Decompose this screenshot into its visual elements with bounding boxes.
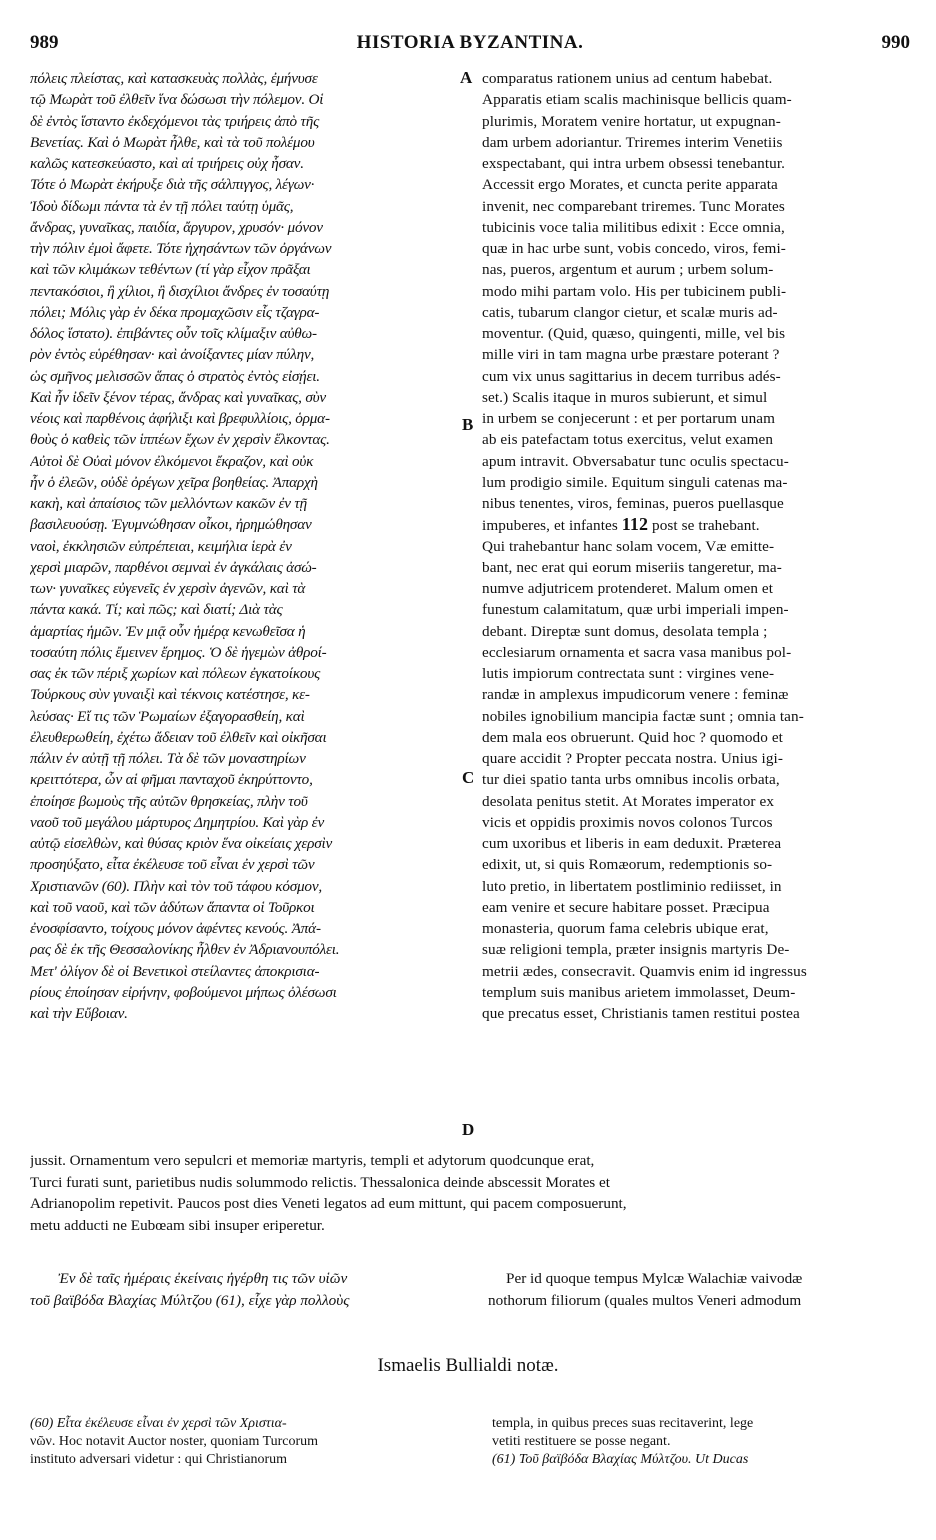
greek-line: Καὶ ἦν ἰδεῖν ξένον τέρας, ἄνδρας καὶ γυναῖκας, σὺν <box>30 388 326 406</box>
latin-line: debant. Direptæ sunt domus, desolata templa ; <box>482 622 768 640</box>
latin-line: set.) Scalis itaque in muros subierunt, et simul <box>482 388 768 406</box>
latin-line: nas, pueros, argentum et aurum ; urbem solum- <box>482 261 774 279</box>
greek-line: χερσὶ μιαρῶν, παρθένοι σεμναὶ ἐν ἀγκάλαις ἀσώ- <box>30 558 317 576</box>
latin-line: monasteria, quorum fama celebris ubique erat, <box>482 920 769 937</box>
latin-line: suæ religioni templa, præter insignis martyris De- <box>482 941 790 959</box>
latin-line: Qui trahebantur hanc solam vocem, Væ emitte- <box>482 537 775 555</box>
latin-line: modo mihi partam volo. His per tubicinem publi- <box>482 282 787 300</box>
greek-line: ρὸν ἐντὸς εὑρέθησαν· καὶ ἀνοίξαντες μίαν πύλην, <box>30 346 315 364</box>
latin-continuation <box>488 1268 908 1312</box>
greek-line: ἐποίησε βωμοὺς τῆς αὐτῶν θρησκείας, πλὴν τοῦ <box>30 792 308 810</box>
latin-line: nibus tenentes, viros, feminas, pueros puellasque <box>482 495 784 512</box>
latin-line: metrii ædes, consecravit. Quamvis enim id ingressus <box>482 962 807 980</box>
latin-line: invenit, nec comparebant triremes. Tunc Morates <box>482 197 785 215</box>
greek-line: Βενετίας. Καὶ ὁ Μωρὰτ ἦλθε, καὶ τὰ τοῦ πολέμου <box>30 133 315 151</box>
greek-line: πόλει; Μόλις γὰρ ἐν δέκα προμαχῶσιν εἷς τζαγρα- <box>30 303 320 321</box>
greek-line: ρας δὲ ἐκ τῆς Θεσσαλονίκης ἦλθεν ἐν Ἀδριανουπόλει. <box>30 941 340 959</box>
latin-line: plurimis, Moratem venire hortatur, ut expugnan- <box>482 112 781 130</box>
latin-line: edixit, ut, si quis Romæorum, redemptionis so- <box>482 856 773 874</box>
latin-line: lum prodigio simile. Equitum singuli catenas ma- <box>482 473 788 491</box>
greek-line: ἦν ὁ ἐλεῶν, οὐδὲ ὀρέγων χεῖρα βοηθείας. Ἀπαρχὴ <box>30 473 318 491</box>
greek-line: Τότε ὁ Μωρὰτ ἐκήρυξε διὰ τῆς σάλπιγγος, λέγων· <box>30 176 315 194</box>
latin-line: nobiles ignobilium mancipia factæ sunt ; omnia tan- <box>482 707 804 725</box>
footnote-left-column <box>30 1415 475 1469</box>
latin-line: Apparatis etiam scalis machinisque bellicis quam- <box>482 91 792 109</box>
greek-line: θοὺς ὁ καθεὶς τῶν ἱππέων ἔχων ἐν χερσὶν ἕλκοντας. <box>30 431 330 449</box>
greek-line: αὐτῷ εἰσελθὼν, καὶ θύσας κριὸν ἕνα οἰκείαις χερσὶν <box>30 835 333 852</box>
latin-line: luto pretio, in libertatem postliminio rediisset, in <box>482 877 782 895</box>
footnote-line: instituto adversari videtur : qui Christianorum <box>30 1452 288 1467</box>
inline-page-number: 112 <box>621 514 649 535</box>
latin-line: Accessit ergo Morates, et cuncta perite apparata <box>482 176 778 194</box>
latin-line: eam venire et secure habitare posset. Præcipua <box>482 898 770 916</box>
greek-line: ἁμαρτίας ἡμῶν. Ἐν μιᾷ οὖν ἡμέρᾳ κενωθεῖσα ἡ <box>30 622 306 640</box>
latin-line: randæ in amplexus impudicorum venere : feminæ <box>482 686 789 704</box>
greek-continuation <box>30 1268 460 1312</box>
latin-line: tur diei spatio tanta urbs omnibus incolis orbata, <box>482 771 780 789</box>
greek-line: πεντακόσιοι, ἢ χίλιοι, ἢ δισχίλιοι ἄνδρες ἐν τοσαύτῃ <box>30 282 330 300</box>
full-width-line: Adrianopolim repetivit. Paucos post dies Veneti legatos ad eum mittunt, qui pacem composuerunt, <box>30 1195 627 1212</box>
latin-line: in urbem se conjecerunt : et per portarum unam <box>482 410 776 427</box>
latin-line: desolata penitus stetit. At Morates imperator ex <box>482 792 775 810</box>
latin-line: cum vix unus sagittarius in decem turribus adés- <box>482 367 781 385</box>
greek-line: των· γυναῖκες εὐγενεῖς ἐν χερσὶν ἀγενῶν, καὶ τὰ <box>30 580 306 597</box>
latin-line: cum uxoribus et liberis in eam deduxit. Præterea <box>482 835 782 852</box>
footnote-line: νῶν. Hoc notavit Auctor noster, quoniam Turcorum <box>30 1434 319 1449</box>
latin-line-end: post se trahebant. <box>648 517 760 535</box>
greek-line: τοῦ βαϊβόδα Βλαχίας Μύλτζου (61), εἶχε γὰρ πολλοὺς <box>30 1292 350 1309</box>
greek-line: Χριστιανῶν (60). Πλὴν καὶ τὸν τοῦ τάφου κόσμον, <box>30 877 322 895</box>
full-width-line: jussit. Ornamentum vero sepulcri et memoriæ martyris, templi et adytorum quodcunque erat, <box>30 1152 595 1169</box>
footnote-line: templa, in quibus preces suas recitaverint, lege <box>492 1416 754 1431</box>
latin-line: exspectabant, qui intra urbem obsessi tenebantur. <box>482 155 786 172</box>
footnote-line: (61) Τοῦ βαϊβόδα Βλαχίας Μύλτζου. Ut Ducas <box>492 1452 749 1467</box>
page-number-left: 989 <box>30 32 59 53</box>
greek-line: Ἐν δὲ ταῖς ἡμέραις ἐκείναις ἠγέρθη τις τῶν υἱῶν <box>58 1270 348 1287</box>
latin-line: que precatus esset, Christianis tamen restitui postea <box>482 1005 800 1022</box>
latin-line-start: impuberes, et infantes <box>482 517 622 535</box>
greek-line: τοσαύτη πόλις ἔμεινεν ἔρημος. Ὁ δὲ ἡγεμὼν ἀθροί- <box>30 643 327 661</box>
full-width-line: metu adducti ne Eubœam sibi insuper eriperetur. <box>30 1216 325 1234</box>
greek-line: πόλεις πλείστας, καὶ κατασκευὰς πολλὰς, ἐμήνυσε <box>30 70 318 87</box>
greek-line: τῷ Μωρὰτ τοῦ ἐλθεῖν ἵνα δώσωσι τὴν πόλεμον. Οἱ <box>30 91 324 109</box>
greek-line: προσηύξατο, εἶτα ἐκέλευσε τοῦ εἶναι ἐν χερσὶ τῶν <box>30 856 315 874</box>
latin-line: dem mala eos obruerunt. Quid hoc ? quomodo et <box>482 728 784 746</box>
greek-line: Αὐτοὶ δὲ Οὐαὶ μόνον ἐλκόμενοι ἔκραζον, καὶ οὐκ <box>30 452 314 470</box>
latin-line: catis, tubarum clangor cietur, et scalæ muris ad- <box>482 303 778 321</box>
greek-line: πάντα κακά. Τί; καὶ πῶς; καὶ διατί; Διὰ τὰς <box>30 601 283 619</box>
latin-line: bant, nec erat qui eorum miseriis tangeretur, ma- <box>482 558 782 576</box>
greek-line: κακὴ, καὶ ἀπαίσιος τῶν μελλόντων κακῶν ἐν τῇ <box>30 495 307 512</box>
running-title: HISTORIA BYZANTINA. <box>356 32 584 53</box>
latin-line: ecclesiarum ornamenta et sacra vasa manibus pol- <box>482 643 792 661</box>
greek-line: σας ἐκ τῶν πέριξ χωρίων καὶ πόλεων ἐγκατοίκους <box>30 665 321 682</box>
page-number-right: 990 <box>881 32 910 53</box>
footnote-right-column <box>492 1415 912 1469</box>
greek-line: νέοις καὶ παρθένοις ἀφήλιξι καὶ βρεφυλλίοις, ὁρμα- <box>30 410 330 427</box>
greek-line: λεύσας· Εἴ τις τῶν Ῥωμαίων ἐξαγορασθείη, καὶ <box>30 707 305 725</box>
latin-line: numve adjutricem protenderet. Malum omen et <box>482 580 774 597</box>
latin-line: funestum calamitatum, quæ urbi imperiali impen- <box>482 601 789 619</box>
greek-line: καὶ τῶν κλιμάκων τεθέντων (τί γὰρ εἶχον πρᾶξαι <box>30 261 311 279</box>
greek-line: Τούρκους σὺν γυναιξὶ καὶ τέκνοις κατέστησε, κε- <box>30 686 310 704</box>
greek-line: καλῶς κατεσκεύαστο, καὶ αἱ τριήρεις οὐχ ἧσαν. <box>30 155 304 172</box>
latin-line: nothorum filiorum (quales multos Veneri admodum <box>488 1292 802 1309</box>
greek-line: ναοῦ τοῦ μεγάλου μάρτυρος Δημητρίου. Καὶ γὰρ ἐν <box>30 813 324 831</box>
latin-text-column <box>482 68 908 1024</box>
greek-line: καὶ τοῦ ναοῦ, καὶ τῶν ἀδύτων ἅπαντα οἱ Τοῦρκοι <box>30 898 315 916</box>
greek-line: ναοὶ, ἐκκλησιῶν εὐπρέπειαι, κειμήλια ἱερὰ ἐν <box>30 537 292 555</box>
section-marker-d: D <box>462 1120 475 1139</box>
page-header <box>30 32 910 62</box>
greek-line: Ἰδοὺ δίδωμι πάντα τὰ ἐν τῇ πόλει ταύτῃ ὑμᾶς, <box>30 197 294 215</box>
latin-line: mille viri in tam magna urbe præstare poterant ? <box>482 346 780 364</box>
latin-line: ab eis patefactam totus exercitus, velut examen <box>482 431 774 449</box>
footnote-line: vetiti restituere se posse negant. <box>492 1434 671 1449</box>
greek-line: δόλος ἵστατο). ἐπιβάντες οὖν τοῖς κλίμαξιν αὐθω- <box>30 325 317 342</box>
greek-text-column <box>30 68 455 1024</box>
greek-line: ὡς σμῆνος μελισσῶν ἅπας ὁ στρατὸς ἐντὸς εἰσῄει. <box>30 367 320 385</box>
greek-line: ἐλευθερωθείη, ἐχέτω ἄδειαν τοῦ ἐλθεῖν καὶ οἰκῆσαι <box>30 728 327 746</box>
greek-line: πάλιν ἐν αὐτῇ τῇ πόλει. Τὰ δὲ τῶν μοναστηρίων <box>30 750 306 767</box>
greek-line: ἄνδρας, γυναῖκας, παιδία, ἄργυρον, χρυσόν· μόνον <box>30 218 323 236</box>
latin-line-with-number <box>482 514 908 535</box>
greek-line: ρίους ἐποίησαν εἰρήνην, φοβούμενοι μήπως ὀλέσωσι <box>30 983 337 1001</box>
latin-line: moventur. (Quid, quæso, quingenti, mille, vel bis <box>482 325 786 342</box>
greek-line: τὴν πόλιν ἐμοὶ ἄφετε. Τότε ἠχησάντων τῶν ὀργάνων <box>30 240 332 257</box>
latin-line: quare accidit ? Propter peccata nostra. Unius igi- <box>482 750 784 767</box>
full-width-line: Turci furati sunt, parietibus nudis solummodo relictis. Thessalonica deinde abscessit Morates et <box>30 1173 610 1191</box>
greek-line: δὲ ἐντὸς ἵσταντο ἐκδεχόμενοι τὰς τριήρεις ἀπὸ τῆς <box>30 112 320 130</box>
latin-line: templum suis manibus arietem immolasset, Deum- <box>482 983 796 1001</box>
greek-line: καὶ τὴν Εὔβοιαν. <box>30 1005 128 1022</box>
greek-line: ἐνοσφίσαντο, τοίχους μόνον ἀφέντες κενούς. Ἀπά- <box>30 920 321 937</box>
latin-line: comparatus rationem unius ad centum habebat. <box>482 70 773 87</box>
latin-line: tubicinis voce talia militibus edixit : Ecce omnia, <box>482 218 785 236</box>
latin-line: quæ in hac urbe sunt, vobis concedo, viros, femi- <box>482 240 786 257</box>
full-width-latin-paragraph <box>30 1150 910 1236</box>
section-marker-b: B <box>462 415 474 434</box>
greek-line: Μετ' ὀλίγον δὲ οἱ Βενετικοὶ στείλαντες ἀποκρισια- <box>30 962 320 980</box>
latin-line: vicis et oppidis proximis novos colonos Turcos <box>482 813 773 831</box>
footnote-line: (60) Εἶτα ἐκέλευσε εἶναι ἐν χερσὶ τῶν Χριστια- <box>30 1416 287 1431</box>
greek-line: βασιλευούσῃ. Ἐγυμνώθησαν οἶκοι, ἠρημώθησαν <box>30 516 312 534</box>
section-marker-a: A <box>460 68 473 87</box>
section-marker-c: C <box>462 768 475 787</box>
latin-line: apum intravit. Obversabatur tunc oculis spectacu- <box>482 452 789 470</box>
latin-line: Per id quoque tempus Mylcæ Walachiæ vaivodæ <box>506 1270 803 1287</box>
greek-line: κρειττότερα, ὧν αἱ φῆμαι πανταχοῦ ἐκηρύττοντο, <box>30 771 313 789</box>
latin-line: lutis impiorum contrectata sunt : virgines vene- <box>482 665 775 682</box>
notes-heading: Ismaelis Bullialdi notæ. <box>377 1355 559 1376</box>
latin-line: dam urbem adoriantur. Triremes interim Venetiis <box>482 133 783 151</box>
